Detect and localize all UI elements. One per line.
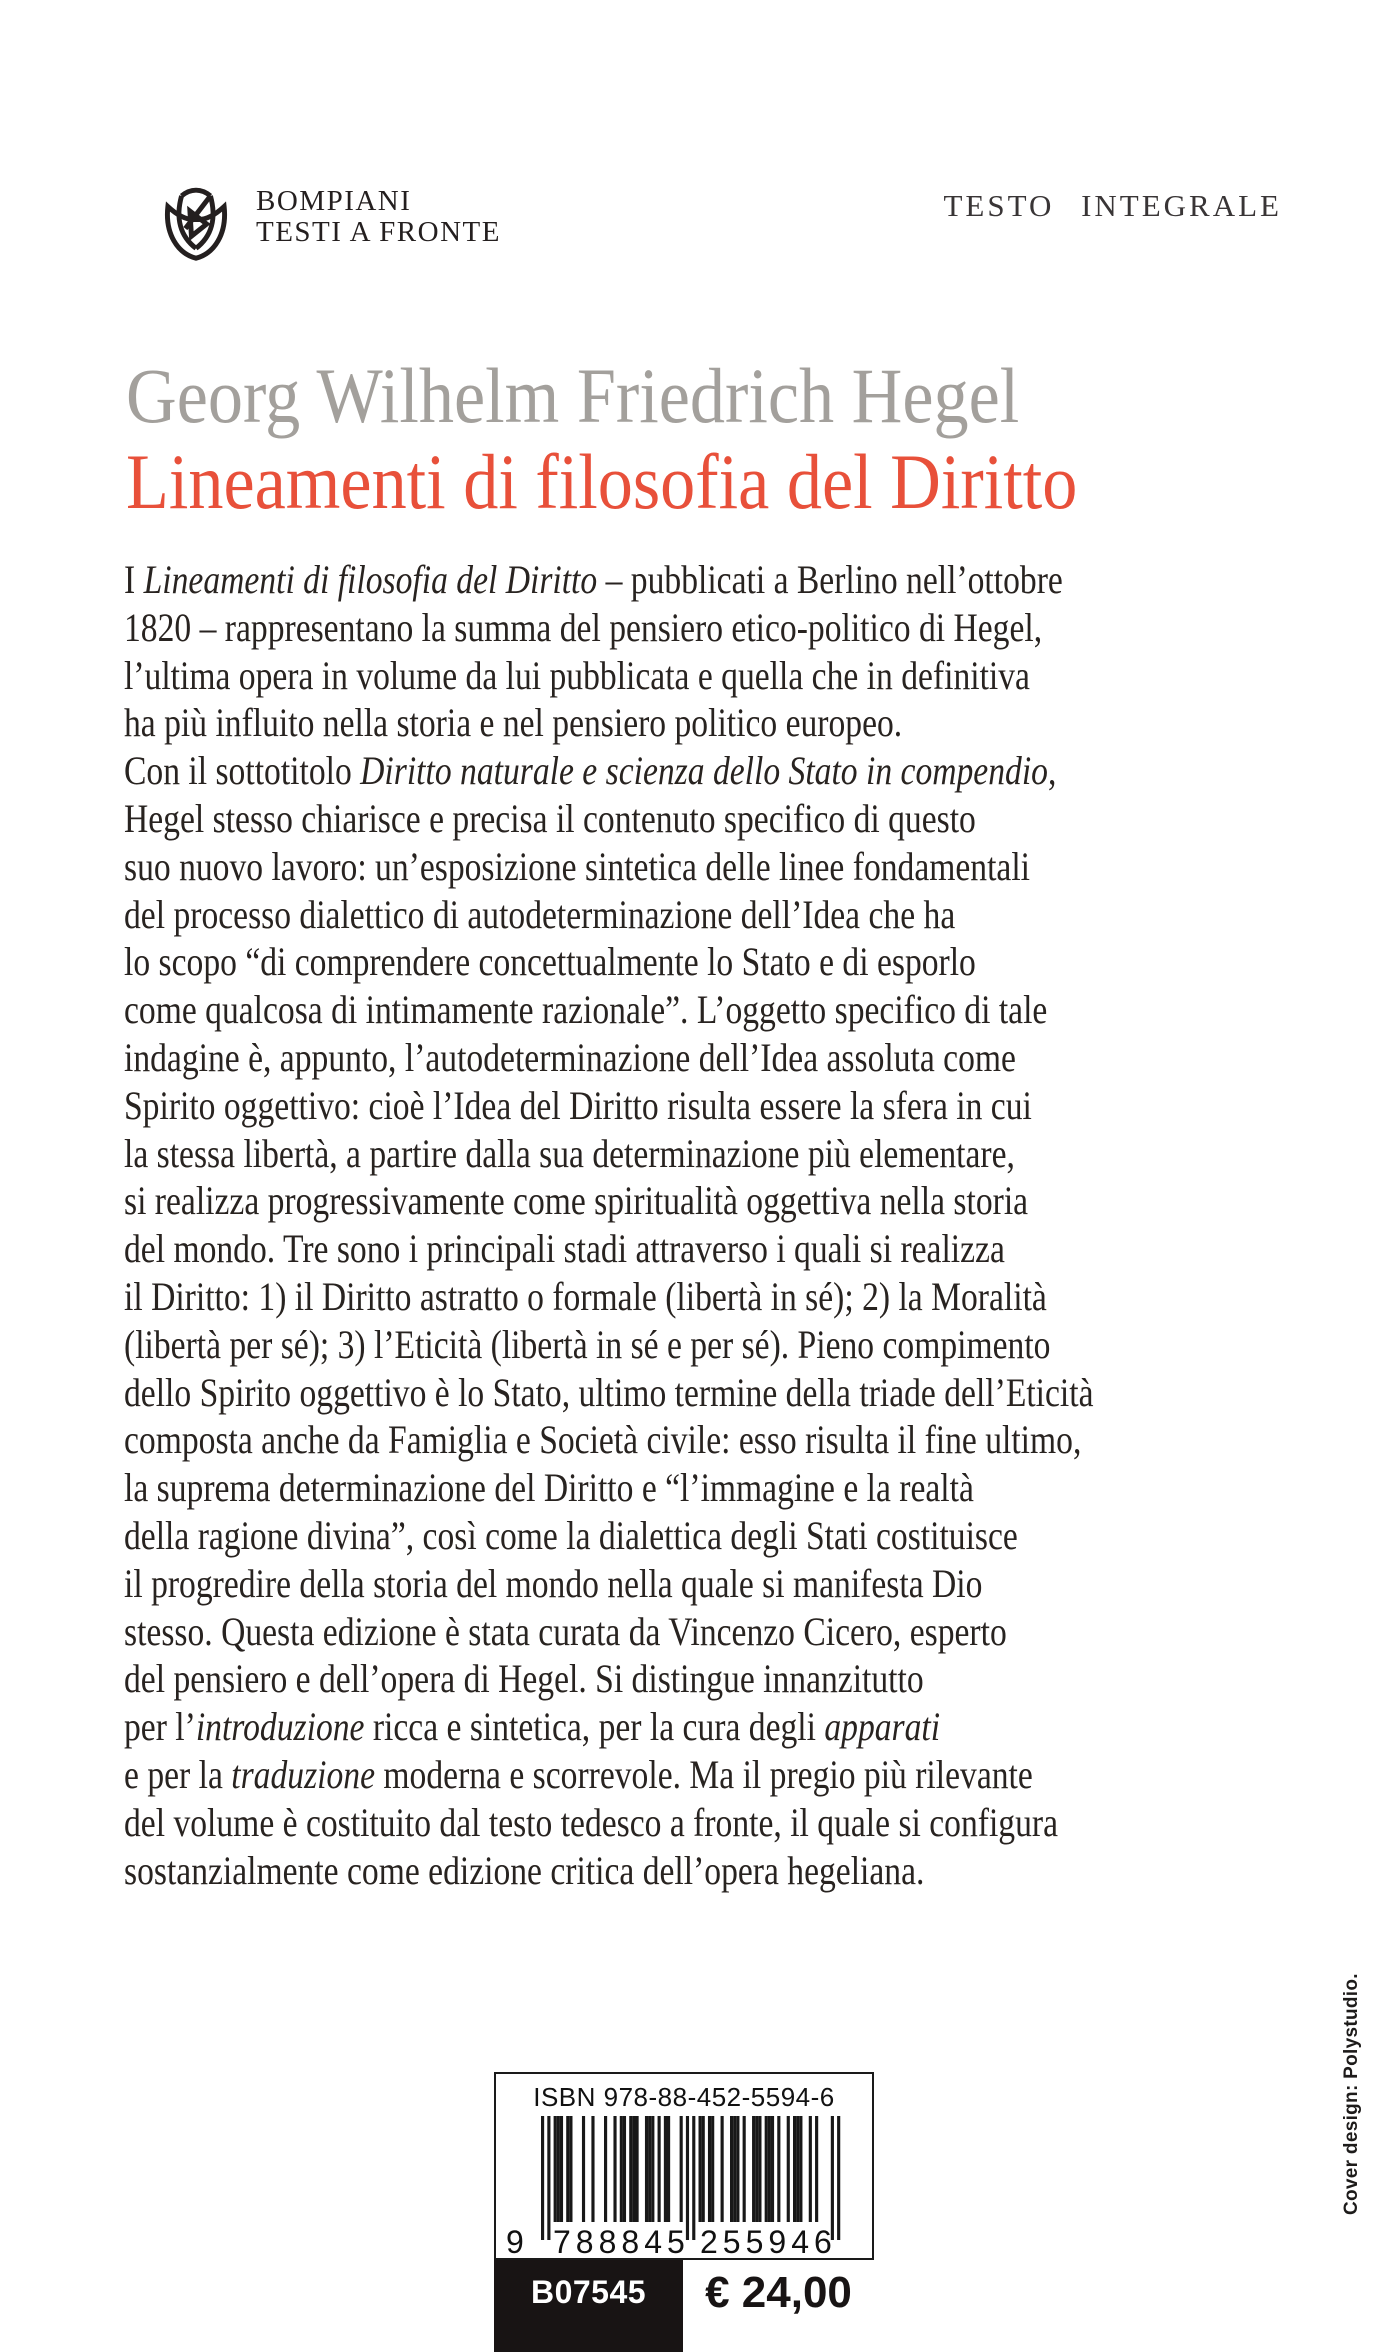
- blurb-line: il progredire della storia del mondo nella quale si manifesta Dio: [124, 1560, 983, 1606]
- blurb-line: come qualcosa di intimamente razionale”. L’oggetto specifico di tale: [124, 987, 1048, 1033]
- blurb-line: del volume è costituito dal testo tedesco a fronte, il quale si configura: [124, 1799, 1059, 1845]
- blurb-line: il Diritto: 1) il Diritto astratto o formale (libertà in sé); 2) la Moralità: [124, 1273, 1047, 1319]
- blurb-line: sostanzialmente come edizione critica dell’opera hegeliana.: [124, 1847, 925, 1893]
- book-title: Lineamenti di filosofia del Diritto: [126, 438, 1078, 525]
- publisher-name-line2: TESTI A FRONTE: [256, 216, 501, 248]
- book-author: Georg Wilhelm Friedrich Hegel: [126, 352, 1020, 439]
- blurb-line: stesso. Questa edizione è stata curata da Vincenzo Cicero, esperto: [124, 1608, 1007, 1654]
- publisher-name: [256, 186, 501, 248]
- blurb-line: la suprema determinazione del Diritto e “l’immagine e la realtà: [124, 1465, 974, 1511]
- blurb-line: del mondo. Tre sono i principali stadi attraverso i quali si realizza: [124, 1226, 1005, 1272]
- cover-design-credit: Cover design: Polystudio.: [1341, 1973, 1362, 2215]
- blurb: [124, 556, 1300, 1894]
- publisher-name-line1: BOMPIANI: [256, 185, 412, 217]
- ean-digit-group-1: 9: [506, 2224, 524, 2260]
- barcode-box: [494, 2072, 874, 2260]
- blurb-line: e per la traduzione moderna e scorrevole. Ma il pregio più rilevante: [124, 1751, 1033, 1797]
- blurb-line: indagine è, appunto, l’autodeterminazione dell’Idea assoluta come: [124, 1034, 1016, 1080]
- blurb-line: (libertà per sé); 3) l’Eticità (libertà in sé e per sé). Pieno compimento: [124, 1321, 1051, 1367]
- blurb-line: composta anche da Famiglia e Società civile: esso risulta il fine ultimo,: [124, 1417, 1082, 1463]
- blurb-line: della ragione divina”, così come la dialettica degli Stati costituisce: [124, 1512, 1018, 1558]
- blurb-line: Spirito oggettivo: cioè l’Idea del Diritto risulta essere la sfera in cui: [124, 1082, 1032, 1128]
- blurb-line: suo nuovo lavoro: un’esposizione sintetica delle linee fondamentali: [124, 843, 1031, 889]
- ean-digit-group-3: 255946: [700, 2224, 837, 2260]
- blurb-line: lo scopo “di comprendere concettualmente lo Stato e di esporlo: [124, 939, 976, 985]
- blurb-line: dello Spirito oggettivo è lo Stato, ultimo termine della triade dell’Eticità: [124, 1369, 1094, 1415]
- isbn-label: ISBN 978-88-452-5594-6: [533, 2082, 835, 2112]
- testo-integrale-banner: TESTO INTEGRALE: [943, 188, 1282, 223]
- blurb-line: si realizza progressivamente come spiritualità oggettiva nella storia: [124, 1178, 1029, 1224]
- blurb-line: ha più influito nella storia e nel pensiero politico europeo.: [124, 700, 903, 746]
- blurb-line: I Lineamenti di filosofia del Diritto – pubblicati a Berlino nell’ottobre: [124, 557, 1063, 602]
- blurb-line: la stessa libertà, a partire dalla sua determinazione più elementare,: [124, 1130, 1015, 1176]
- bompiani-flower-icon: [158, 186, 234, 262]
- edition-code-panel: [494, 2260, 683, 2352]
- price-panel: [683, 2260, 874, 2352]
- blurb-line: Hegel stesso chiarisce e precisa il contenuto specifico di questo: [124, 795, 976, 841]
- price: € 24,00: [705, 2268, 852, 2317]
- blurb-line: del processo dialettico di autodeterminazione dell’Idea che ha: [124, 891, 956, 937]
- blurb-line: Con il sottotitolo Diritto naturale e scienza dello Stato in compendio,: [124, 748, 1057, 794]
- blurb-line: del pensiero e dell’opera di Hegel. Si distingue innanzitutto: [124, 1656, 924, 1702]
- blurb-line: per l’introduzione ricca e sintetica, per la cura degli apparati: [124, 1704, 941, 1750]
- edition-code: B07545: [530, 2274, 647, 2310]
- ean-digit-group-2: 788845: [553, 2224, 690, 2260]
- ean-digits: [496, 2224, 872, 2258]
- price-strip: [494, 2260, 874, 2352]
- blurb-line: 1820 – rappresentano la summa del pensiero etico-politico di Hegel,: [124, 604, 1043, 650]
- blurb-line: l’ultima opera in volume da lui pubblicata e quella che in definitiva: [124, 652, 1030, 698]
